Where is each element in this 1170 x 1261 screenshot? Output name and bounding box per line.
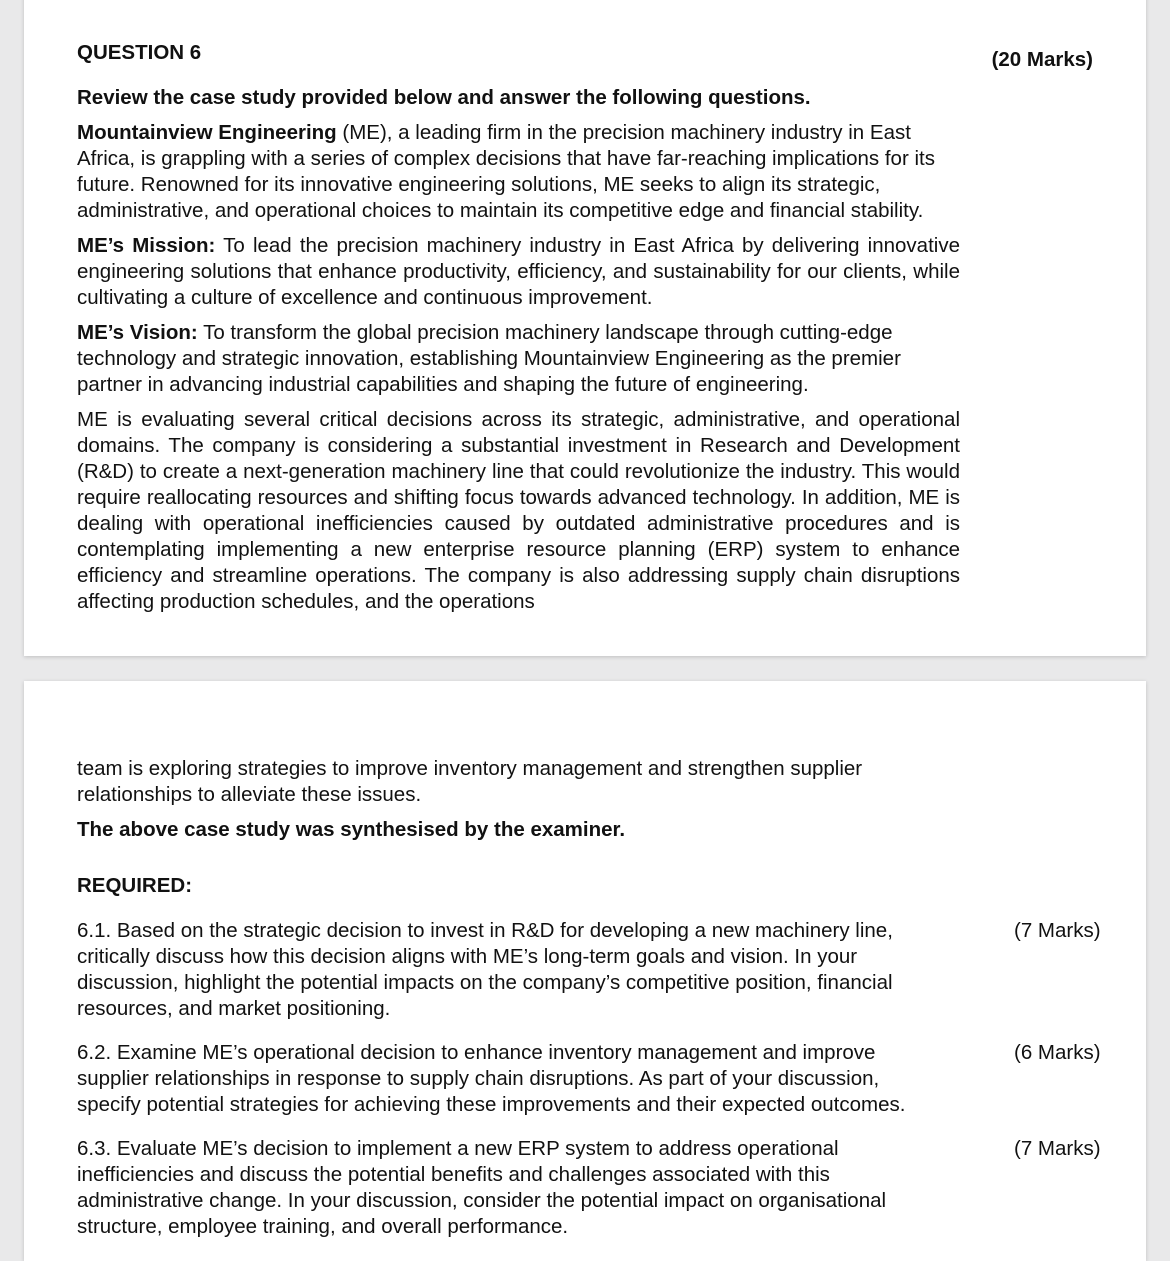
mission-paragraph — [77, 233, 960, 311]
document-page-2 — [24, 681, 1146, 1261]
page-1-content — [77, 40, 960, 624]
case-intro: Review the case study provided below and answer the following questions. — [77, 86, 811, 109]
required-item-text: 6.3. Evaluate ME’s decision to implement a new ERP system to address operational inefficiencies and discuss the potential benefits and challenges associated with this administrative change. In your discussion, consider the potential impact on organisational structure, employee training, and overall performance. — [77, 1137, 887, 1238]
page-2-content — [77, 756, 1101, 1258]
question-title: QUESTION 6 — [77, 41, 202, 64]
required-item-marks: (7 Marks) — [1014, 1137, 1101, 1160]
required-heading: REQUIRED: — [77, 874, 193, 897]
vision-text: To transform the global precision machinery landscape through cutting-edge technology and strategic innovation, establishing Mountainview Engineering as the premier partner in advancing industrial capabilities and shaping the future of engineering. — [77, 321, 901, 396]
required-item-marks: (7 Marks) — [1014, 919, 1101, 942]
mission-label: ME’s Mission: — [77, 234, 216, 257]
required-item-text: 6.2. Examine ME’s operational decision to enhance inventory management and improve supplier relationships in response to supply chain disruptions. As part of your discussion, specify potential strategies for achieving these improvements and their expected outcomes. — [77, 1041, 906, 1116]
decisions-paragraph-part-1: ME is evaluating several critical decisions across its strategic, administrative, and operational domains. The company is considering a substantial investment in Research and Development (R&D) to create a next-generation machinery line that could revolutionize the industry. This would require reallocating resources and shifting focus towards advanced technology. In addition, ME is dealing with operational inefficiencies caused by outdated administrative procedures and is contemplating implementing a new enterprise resource planning (ERP) system to enhance efficiency and streamline operations. The company is also addressing supply chain disruptions affecting production schedules, and the operations — [77, 408, 960, 613]
mission-text: To lead the precision machinery industry in East Africa by delivering innovative engineering solutions that enhance productivity, efficiency, and sustainability for our clients, while cultivating a culture of excellence and continuous improvement. — [77, 234, 960, 309]
required-item-marks: (6 Marks) — [1014, 1041, 1101, 1064]
company-description: (ME), a leading firm in the precision machinery industry in East Africa, is grappling with a series of complex decisions that have far-reaching implications for its future. Renowned for its innovative engineering solutions, ME seeks to align its strategic, administrative, and operational choices to maintain its competitive edge and financial stability. — [77, 121, 935, 222]
vision-label: ME’s Vision: — [77, 321, 198, 344]
synthesised-note: The above case study was synthesised by the examiner. — [77, 818, 626, 841]
required-item-text: 6.1. Based on the strategic decision to invest in R&D for developing a new machinery line, critically discuss how this decision aligns with ME’s long-term goals and vision. In your discussion, highlight the potential impacts on the company’s competitive position, financial resources, and market positioning. — [77, 919, 893, 1020]
required-item-6-3 — [77, 1136, 1101, 1240]
required-item-6-1 — [77, 918, 1101, 1022]
question-marks: (20 Marks) — [991, 48, 1093, 71]
decisions-paragraph-part-2: team is exploring strategies to improve inventory management and strengthen supplier relationships to alleviate these issues. — [77, 757, 863, 806]
company-name: Mountainview Engineering — [77, 121, 337, 144]
required-item-6-2 — [77, 1040, 1101, 1118]
document-page-1 — [24, 0, 1146, 656]
case-paragraph-company — [77, 120, 960, 224]
vision-paragraph — [77, 320, 960, 398]
